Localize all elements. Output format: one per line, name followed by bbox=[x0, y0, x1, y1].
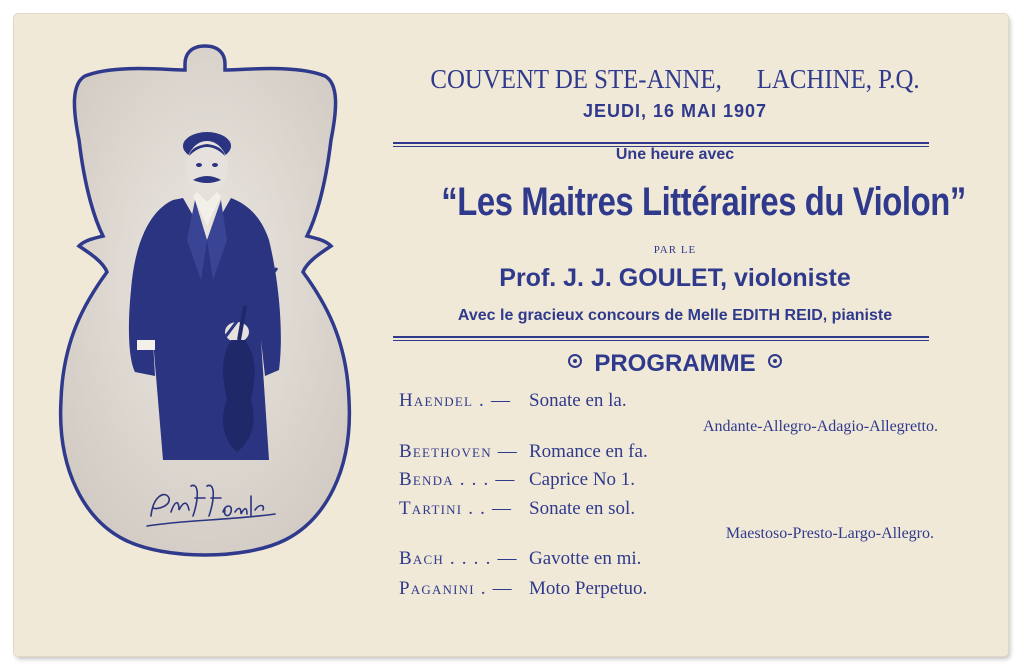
programme-heading bbox=[390, 350, 960, 378]
tempo-markings: Maestoso-Presto-Largo-Allegro. bbox=[725, 525, 934, 542]
venue-name: COUVENT DE STE-ANNE, bbox=[430, 64, 722, 94]
concert-title: “Les Maitres Littéraires du Violon” bbox=[441, 180, 966, 224]
piece: Gavotte en mi. bbox=[529, 548, 642, 569]
venue-city: LACHINE, P.Q. bbox=[756, 64, 920, 94]
list-item bbox=[399, 390, 959, 412]
piece: Moto Perpetuo. bbox=[529, 578, 648, 599]
piece: Romance en fa. bbox=[529, 441, 648, 462]
divider-middle bbox=[393, 336, 929, 341]
par-le: PAR LE bbox=[653, 244, 697, 256]
composer: Benda . . . — bbox=[399, 469, 516, 490]
programme-label: PROGRAMME bbox=[594, 350, 756, 377]
composer: Bach . . . . — bbox=[399, 548, 518, 569]
piece: Caprice No 1. bbox=[529, 469, 636, 490]
piece: Sonate en la. bbox=[529, 390, 627, 411]
intro-line: Une heure avec bbox=[615, 146, 735, 163]
concert-date: JEUDI, 16 MAI 1907 bbox=[582, 101, 768, 121]
piece: Sonate en sol. bbox=[529, 498, 636, 519]
list-item bbox=[399, 469, 959, 491]
list-item bbox=[399, 441, 959, 463]
violin-portrait bbox=[55, 40, 355, 570]
performer-line: Prof. J. J. GOULET, violoniste bbox=[499, 264, 851, 292]
ornament-right-icon bbox=[768, 354, 782, 368]
composer: Beethoven — bbox=[399, 441, 518, 462]
venue-line bbox=[413, 64, 937, 95]
list-item bbox=[399, 548, 959, 570]
composer: Tartini . . — bbox=[399, 498, 513, 519]
signature-graphic bbox=[143, 476, 283, 536]
list-item bbox=[399, 498, 959, 520]
signature bbox=[143, 476, 283, 536]
composer: Haendel . — bbox=[399, 390, 512, 411]
ornament-left-icon bbox=[568, 354, 582, 368]
list-item bbox=[399, 578, 959, 600]
composer: Paganini . — bbox=[399, 578, 513, 599]
tempo-markings: Andante-Allegro-Adagio-Allegretto. bbox=[702, 418, 938, 435]
accompanist-line: Avec le gracieux concours de Melle EDITH REID, pianiste bbox=[457, 307, 893, 324]
